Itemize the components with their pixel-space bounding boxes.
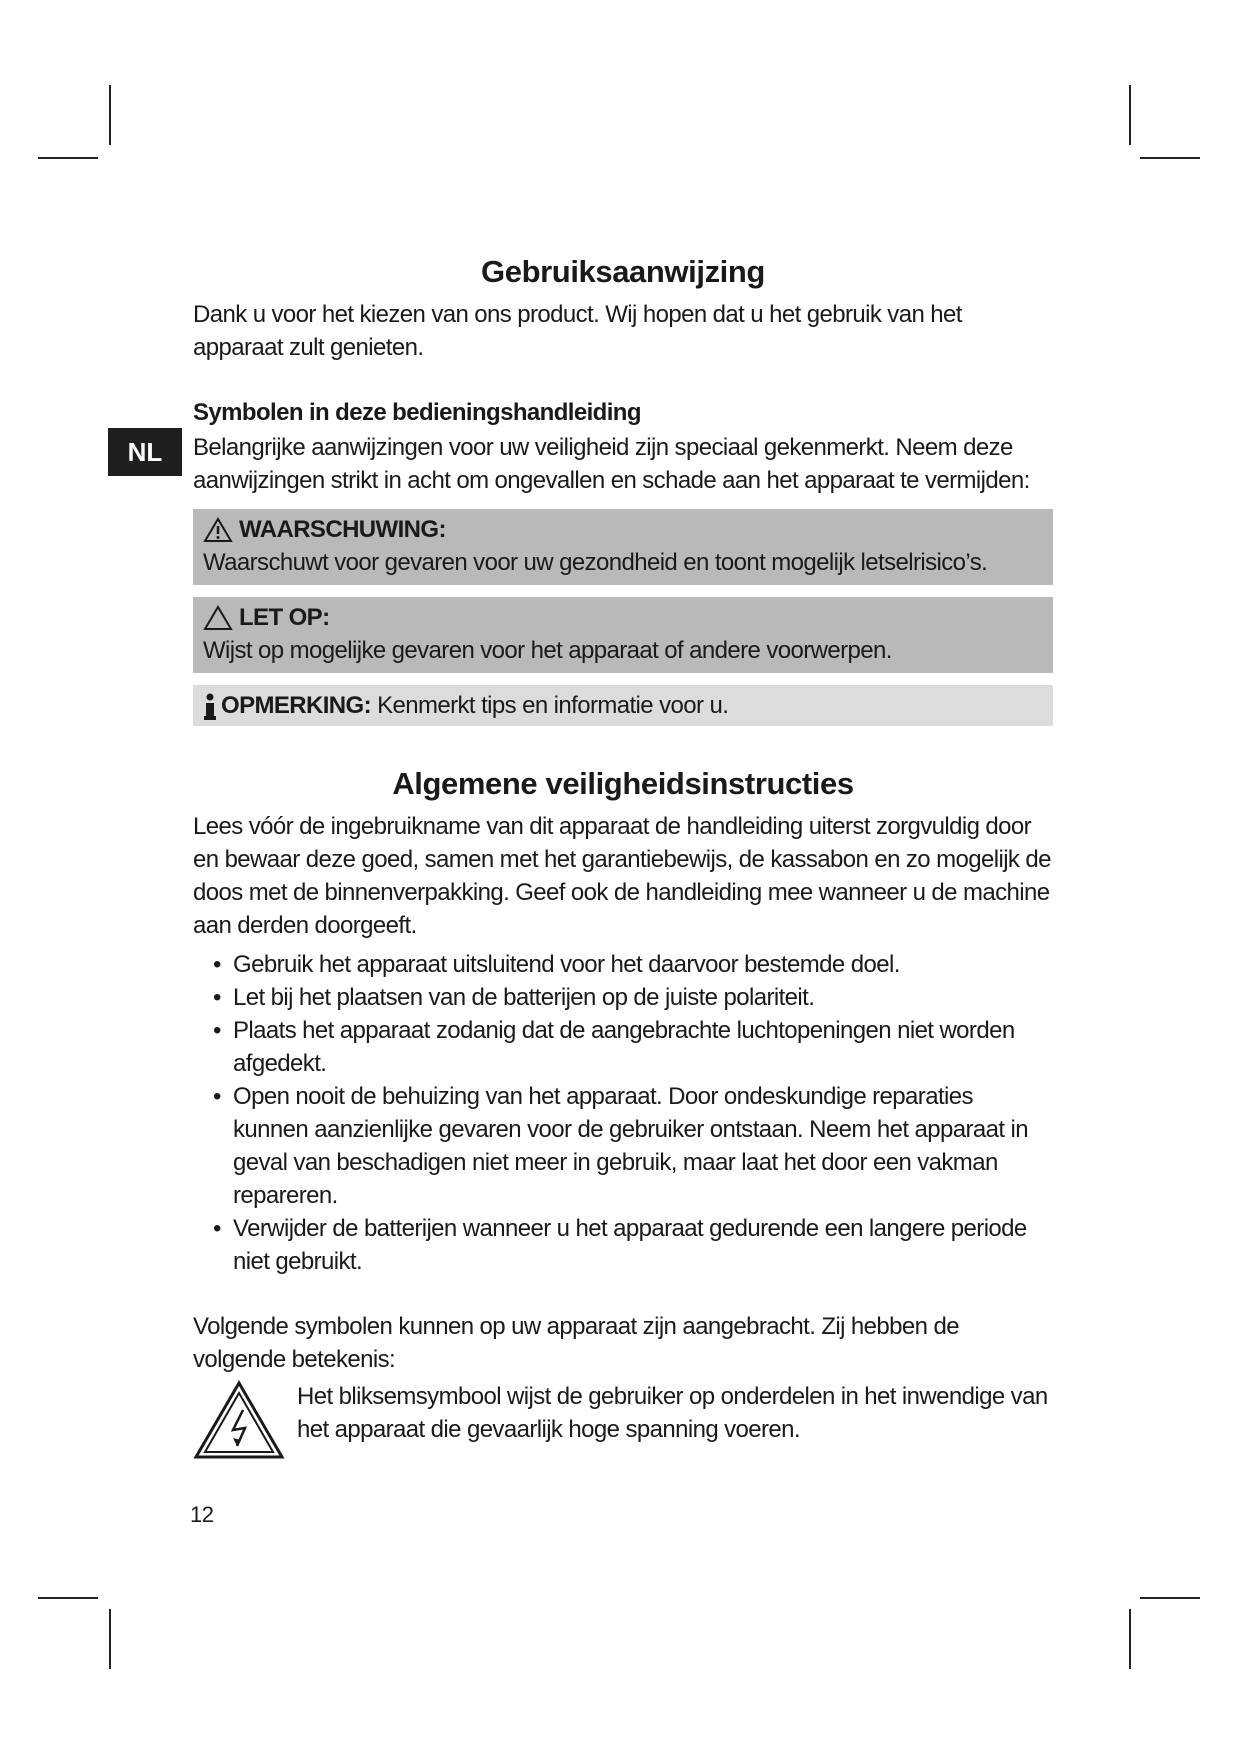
symbols-intro: Volgende symbolen kunnen op uw apparaat zijn aangebracht. Zij hebben de volgende betekenis:: [193, 1313, 959, 1373]
crop-mark: [1140, 157, 1200, 159]
caution-triangle-icon: [203, 605, 233, 631]
page-content: [193, 252, 1053, 1460]
crop-mark: [1129, 1609, 1131, 1669]
lightning-symbol-row: [193, 1380, 1053, 1460]
warning-text: Waarschuwt voor gevaren voor uw gezondheid en toont mogelijk letselrisico’s.: [203, 549, 988, 576]
caution-label: LET OP:: [239, 604, 330, 631]
page-title: Gebruiksaanwijzing: [481, 254, 765, 289]
caution-box: [193, 597, 1053, 673]
caution-text: Wijst op mogelijke gevaren voor het apparaat of andere voorwerpen.: [203, 637, 892, 664]
warning-label: WAARSCHUWING:: [239, 516, 446, 543]
lightning-text: Het bliksemsymbool wijst de gebruiker op onderdelen in het inwendige van het apparaat die gevaarlijk hoge spanning voeren.: [297, 1383, 1048, 1443]
list-item: • Verwijder de batterijen wanneer u het apparaat gedurende een langere periode niet gebruikt.: [213, 1215, 1027, 1275]
crop-mark: [38, 1597, 98, 1599]
crop-mark: [1129, 85, 1131, 145]
note-box: [193, 685, 1053, 726]
symbols-text: Belangrijke aanwijzingen voor uw veiligheid zijn speciaal gekenmerkt. Neem deze aanwijzingen strikt in acht om ongevallen en schade aan het apparaat te vermijden:: [193, 434, 1030, 494]
crop-mark: [109, 1609, 111, 1669]
intro-text: Dank u voor het kiezen van ons product. Wij hopen dat u het gebruik van het apparaat zult genieten.: [193, 301, 962, 361]
crop-mark: [109, 85, 111, 145]
crop-mark: [38, 157, 98, 159]
info-icon: [203, 693, 217, 721]
list-item: • Plaats het apparaat zodanig dat de aangebrachte luchtopeningen niet worden afgedekt.: [213, 1017, 1015, 1077]
safety-bullet-list: [193, 948, 1053, 1278]
note-label: OPMERKING:: [221, 692, 372, 719]
warning-box: [193, 509, 1053, 585]
warning-triangle-icon: [203, 517, 233, 543]
safety-heading: Algemene veiligheidsinstructies: [392, 766, 854, 801]
safety-intro: Lees vóór de ingebruikname van dit apparaat de handleiding uiterst zorgvuldig door en bewaar deze goed, samen met het garantiebewijs, de kassabon en zo mogelijk de doos met de binnenverpakking. Geef ook de handleiding mee wanneer u de machine aan derden doorgeeft.: [193, 813, 1051, 939]
list-item: • Open nooit de behuizing van het apparaat. Door ondeskundige reparaties kunnen aanzienlijke gevaren voor de gebruiker ontstaan. Neem het apparaat in geval van beschadigen niet meer in gebruik, maar laat het door een vakman repareren.: [213, 1083, 1028, 1209]
symbols-heading: Symbolen in deze bedieningshandleiding: [193, 399, 641, 426]
page-number: 12: [190, 1502, 214, 1527]
lightning-triangle-icon: [193, 1380, 285, 1460]
list-item: • Let bij het plaatsen van de batterijen op de juiste polariteit.: [213, 984, 815, 1011]
note-text: Kenmerkt tips en informatie voor u.: [377, 692, 729, 719]
crop-mark: [1140, 1597, 1200, 1599]
language-tab: NL: [108, 428, 182, 476]
list-item: • Gebruik het apparaat uitsluitend voor het daarvoor bestemde doel.: [213, 951, 900, 978]
